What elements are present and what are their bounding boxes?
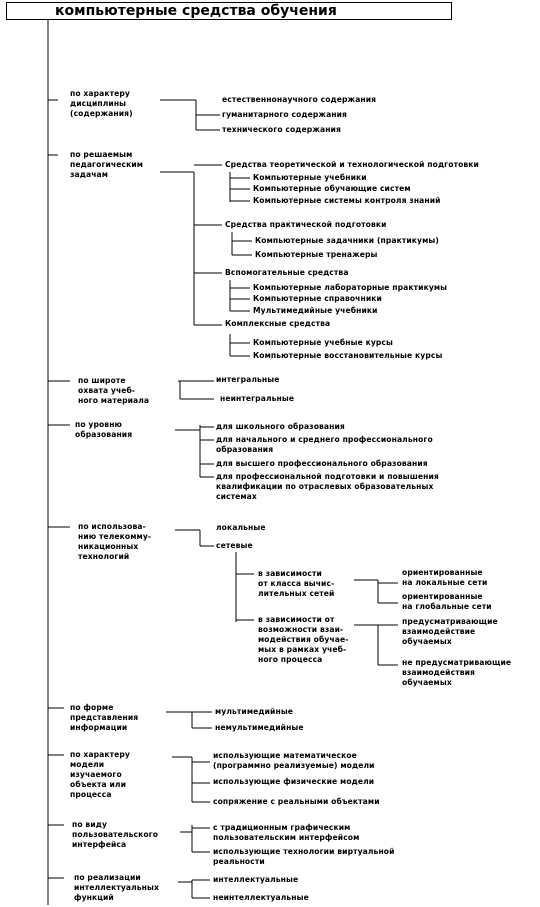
subgroup-complex: Комплексные средства <box>225 319 331 328</box>
item-graphical-interface: с традиционным графическим пользовательским интерфейсом <box>213 823 360 842</box>
item-non-multimedia: немультимедийные <box>215 723 304 732</box>
item-non-integral: неинтегральные <box>220 394 295 403</box>
subgroup-interaction: в зависимости от возможности взаи- модействия обучае- мых в рамках учеб- ного процесса <box>258 615 349 664</box>
group-label-interface: по виду пользовательского интерфейса <box>72 820 159 849</box>
item-technical: технического содержания <box>222 125 341 134</box>
item-integral: интегральные <box>216 375 280 384</box>
item-textbooks: Компьютерные учебники <box>253 173 367 182</box>
item-physical-models: использующие физические модели <box>213 777 375 786</box>
item-multimedia-textbooks: Мультимедийные учебники <box>253 306 378 315</box>
item-knowledge-control: Компьютерные системы контроля знаний <box>253 196 441 205</box>
item-training-systems: Компьютерные обучающие систем <box>253 184 411 193</box>
item-global-networks: ориентированные на глобальные сети <box>402 592 492 611</box>
item-simulators: Компьютерные тренажеры <box>255 250 378 259</box>
group-label-discipline: по характеру дисциплины (содержания) <box>70 89 133 118</box>
item-school: для школьного образования <box>216 422 345 431</box>
item-restorative-courses: Компьютерные восстановительные курсы <box>253 351 443 360</box>
item-virtual-reality: использующие технологии виртуальной реальности <box>213 847 395 866</box>
group-label-pedagogical: по решаемым педагогическим задачам <box>70 150 144 179</box>
group-label-telecom: по использова- нию телекомму- никационных технологий <box>78 522 152 561</box>
group-label-model: по характеру модели изучаемого объекта или процесса <box>70 750 130 799</box>
item-without-interaction: не предусматривающие взаимодействия обучаемых <box>402 658 512 687</box>
item-network: сетевые <box>216 541 253 550</box>
item-humanities: гуманитарного содержания <box>222 110 348 119</box>
item-professional-training: для профессиональной подготовки и повышения квалификации по отраслевых образовательных системах <box>216 472 439 501</box>
item-non-intellectual: неинтеллектуальные <box>213 893 309 902</box>
item-with-interaction: предусматривающие взаимодействие обучаемых <box>402 617 498 646</box>
group-label-coverage: по широте охвата учеб- ного материала <box>78 376 150 405</box>
item-multimedia: мультимедийные <box>215 707 294 716</box>
item-lab-practicums: Компьютерные лабораторные практикумы <box>253 283 448 292</box>
subgroup-network-class: в зависимости от класса вычис- лительных сетей <box>258 569 335 598</box>
item-local: локальные <box>216 523 266 532</box>
subgroup-practical: Средства практической подготовки <box>225 220 387 229</box>
item-higher: для высшего профессионального образования <box>216 459 428 468</box>
subgroup-theoretical: Средства теоретической и технологической подготовки <box>225 160 479 169</box>
diagram-title: компьютерные средства обучения <box>6 2 452 20</box>
item-problem-books: Компьютерные задачники (практикумы) <box>255 236 439 245</box>
item-intellectual: интеллектуальные <box>213 875 299 884</box>
group-label-intellectual: по реализации интеллектуальных функций <box>74 873 159 902</box>
group-label-info-form: по форме представления информации <box>70 703 139 732</box>
group-label-education-level: по уровню образования <box>75 420 133 439</box>
item-primary-secondary: для начального и среднего профессионального образования <box>216 435 433 454</box>
item-natural-science: естественнонаучного содержания <box>222 95 377 104</box>
item-real-objects: сопряжение с реальными объектами <box>213 797 380 806</box>
item-reference-books: Компьютерные справочники <box>253 294 382 303</box>
item-local-networks: ориентированные на локальные сети <box>402 568 488 587</box>
item-courses: Компьютерные учебные курсы <box>253 338 393 347</box>
subgroup-auxiliary: Вспомогательные средства <box>225 268 349 277</box>
item-math-models: использующие математическое (программно реализуемые) модели <box>213 751 375 770</box>
